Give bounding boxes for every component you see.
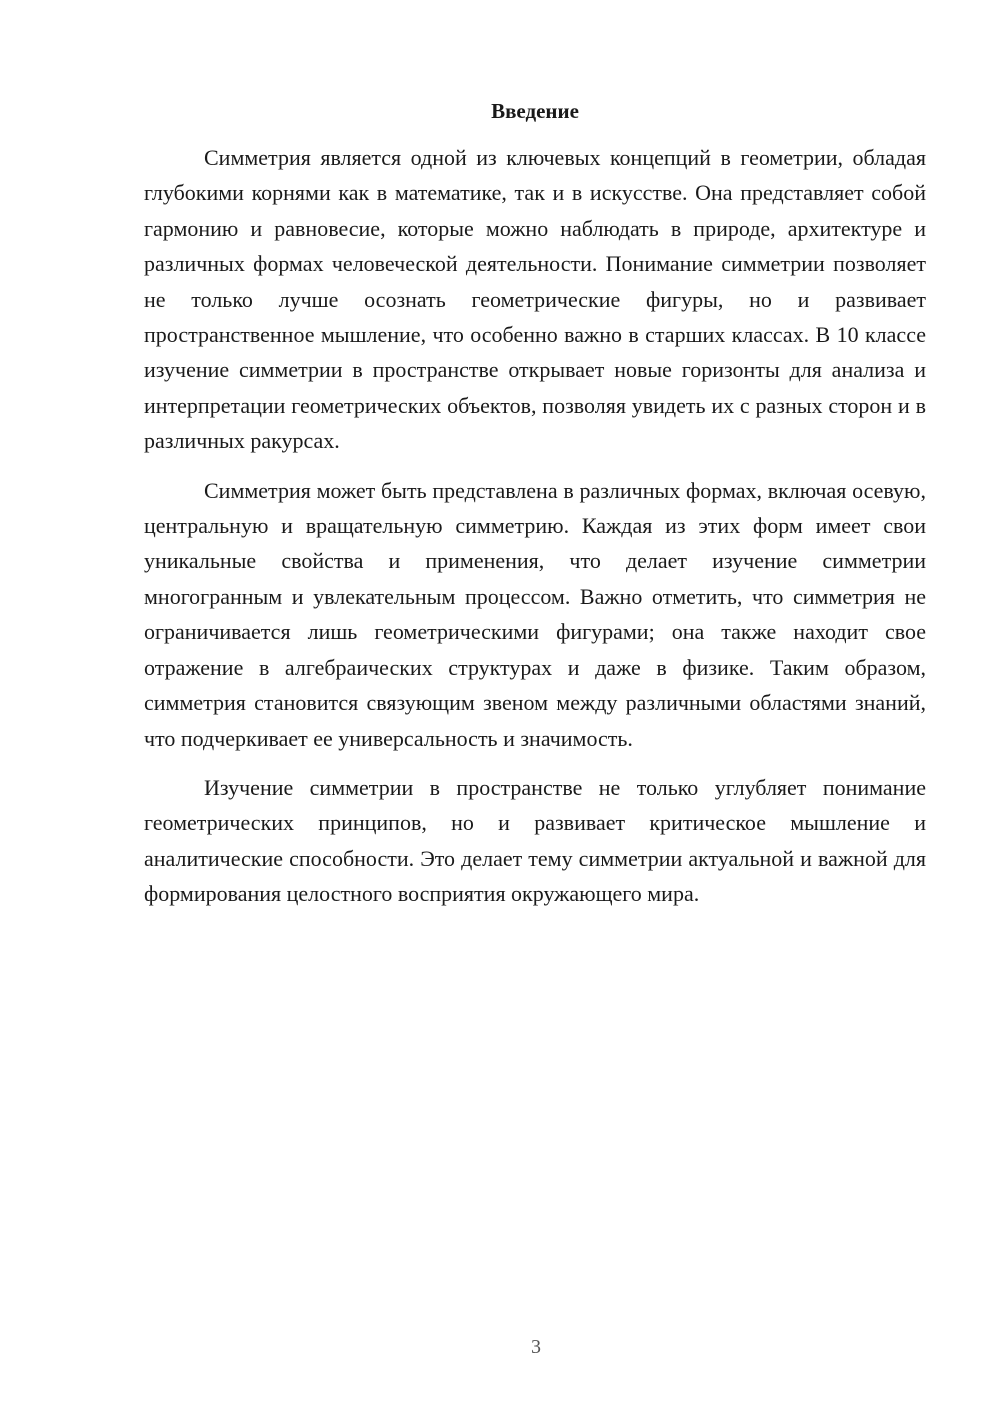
paragraph-2: Симметрия может быть представлена в различных формах, включая осевую, центральную и вращательную симметрию. Каждая из этих форм имеет свои уникальные свойства и применения, что делает изучение симметрии многогранным и увлекательным процессом. Важно отметить, что симметрия не ограничивается лишь геометрическими фигурами; она также находит свое отражение в алгебраических структурах и даже в физике. Таким образом, симметрия становится связующим звеном между различными областями знаний, что подчеркивает ее универсальность и значимость. (144, 477, 926, 751)
paragraph-1: Симметрия является одной из ключевых концепций в геометрии, обладая глубокими корнями как в математике, так и в искусстве. Она представляет собой гармонию и равновесие, которые можно наблюдать в природе, архитектуре и различных формах человеческой деятельности. Понимание симметрии позволяет не только лучше осознать геометрические фигуры, но и развивает пространственное мышление, что особенно важно в старших классах. В 10 классе изучение симметрии в пространстве открывает новые горизонты для анализа и интерпретации геометрических объектов, позволяя увидеть их с разных сторон и в различных ракурсах. (144, 145, 926, 454)
section-title: Введение (491, 99, 579, 123)
body-text (144, 140, 926, 926)
page-number: 3 (531, 1336, 541, 1358)
paragraph-3: Изучение симметрии в пространстве не только углубляет понимание геометрических принципов, но и развивает критическое мышление и аналитические способности. Это делает тему симметрии актуальной и важной для формирования целостного восприятия окружающего мира. (144, 774, 926, 907)
